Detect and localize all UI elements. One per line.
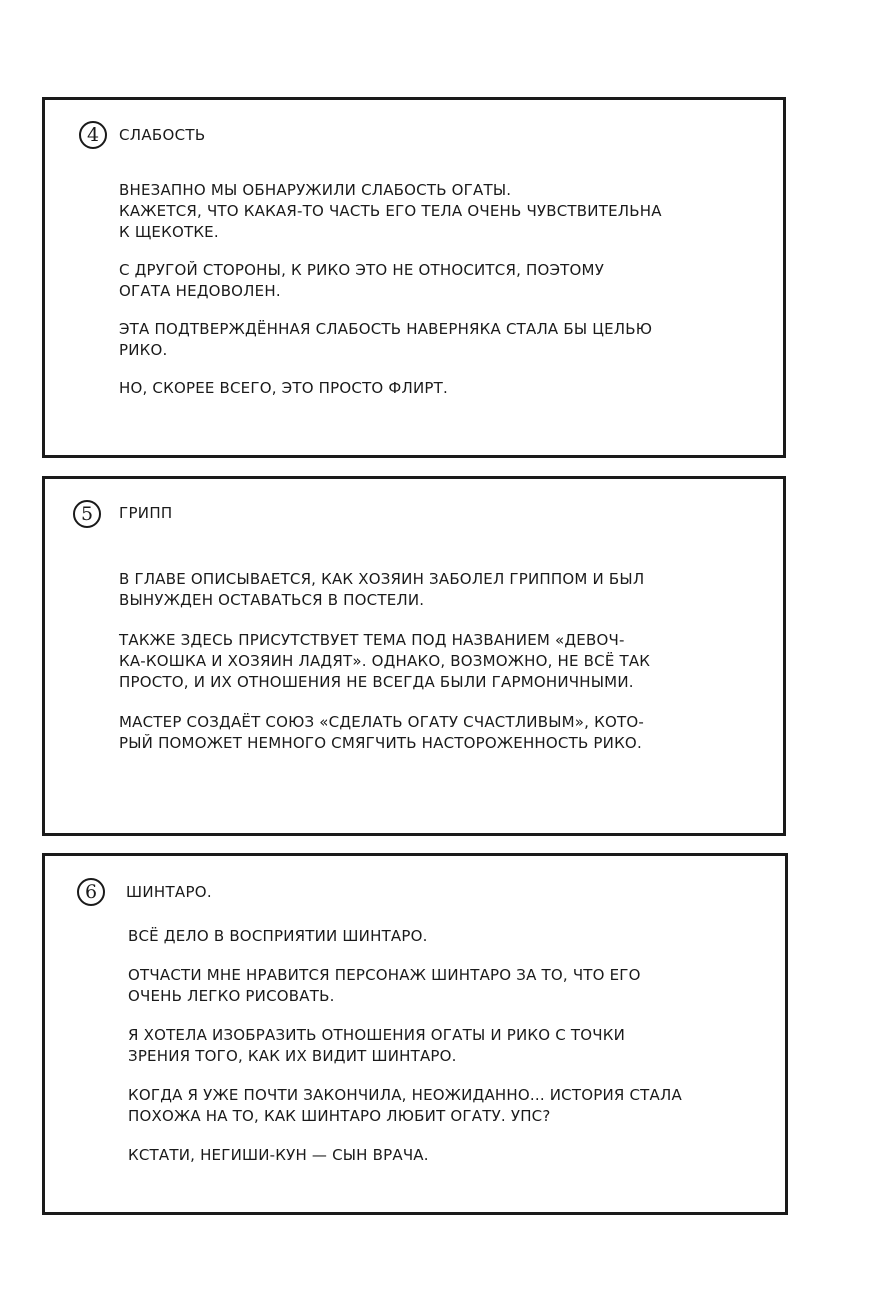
panel-flu — [42, 476, 786, 836]
section-body — [119, 180, 779, 416]
paragraph: ОТЧАСТИ МНЕ НРАВИТСЯ ПЕРСОНАЖ ШИНТАРО ЗА ТО, ЧТО ЕГО ОЧЕНЬ ЛЕГКО РИСОВАТЬ. — [128, 966, 641, 1005]
section-number-circle: 4 — [79, 121, 107, 149]
paragraph: ВСЁ ДЕЛО В ВОСПРИЯТИИ ШИНТАРО. — [128, 927, 428, 945]
paragraph: КОГДА Я УЖЕ ПОЧТИ ЗАКОНЧИЛА, НЕОЖИДАННО... ИСТОРИЯ СТАЛА ПОХОЖА НА ТО, КАК ШИНТАРО ЛЮБИТ ОГАТУ. УПС? — [128, 1086, 682, 1125]
panel-weakness — [42, 97, 786, 458]
paragraph: НО, СКОРЕЕ ВСЕГО, ЭТО ПРОСТО ФЛИРТ. — [119, 379, 448, 397]
paragraph: Я ХОТЕЛА ИЗОБРАЗИТЬ ОТНОШЕНИЯ ОГАТЫ И РИКО С ТОЧКИ ЗРЕНИЯ ТОГО, КАК ИХ ВИДИТ ШИНТАРО. — [128, 1026, 626, 1065]
paragraph: В ГЛАВЕ ОПИСЫВАЕТСЯ, КАК ХОЗЯИН ЗАБОЛЕЛ ГРИППОМ И БЫЛ ВЫНУЖДЕН ОСТАВАТЬСЯ В ПОСТЕЛИ. — [119, 570, 645, 609]
section-title: СЛАБОСТЬ — [119, 126, 206, 144]
paragraph: ТАКЖЕ ЗДЕСЬ ПРИСУТСТВУЕТ ТЕМА ПОД НАЗВАНИЕМ «ДЕВОЧ- КА-КОШКА И ХОЗЯИН ЛАДЯТ». ОДНАКО, ВОЗМОЖНО, НЕ ВСЁ ТАК ПРОСТО, И ИХ ОТНОШЕНИЯ НЕ ВСЕГДА БЫЛИ ГАРМОНИЧНЫМИ. — [119, 631, 651, 691]
panel-shintaro — [42, 853, 788, 1215]
section-body — [128, 926, 788, 1184]
section-title: ГРИПП — [119, 504, 173, 522]
paragraph: С ДРУГОЙ СТОРОНЫ, К РИКО ЭТО НЕ ОТНОСИТСЯ, ПОЭТОМУ ОГАТА НЕДОВОЛЕН. — [119, 261, 605, 300]
paragraph: ВНЕЗАПНО МЫ ОБНАРУЖИЛИ СЛАБОСТЬ ОГАТЫ. КАЖЕТСЯ, ЧТО КАКАЯ-ТО ЧАСТЬ ЕГО ТЕЛА ОЧЕНЬ ЧУВСТВИТЕЛЬНА К ЩЕКОТКЕ. — [119, 181, 662, 241]
section-body — [119, 569, 779, 773]
paragraph: ЭТА ПОДТВЕРЖДЁННАЯ СЛАБОСТЬ НАВЕРНЯКА СТАЛА БЫ ЦЕЛЬЮ РИКО. — [119, 320, 653, 359]
paragraph: МАСТЕР СОЗДАЁТ СОЮЗ «СДЕЛАТЬ ОГАТУ СЧАСТЛИВЫМ», КОТО- РЫЙ ПОМОЖЕТ НЕМНОГО СМЯГЧИТЬ НАСТОРОЖЕННОСТЬ РИКО. — [119, 713, 644, 752]
section-number-circle: 6 — [77, 878, 105, 906]
section-title: ШИНТАРО. — [126, 883, 212, 901]
section-number-circle: 5 — [73, 500, 101, 528]
paragraph: КСТАТИ, НЕГИШИ-КУН — СЫН ВРАЧА. — [128, 1146, 429, 1164]
